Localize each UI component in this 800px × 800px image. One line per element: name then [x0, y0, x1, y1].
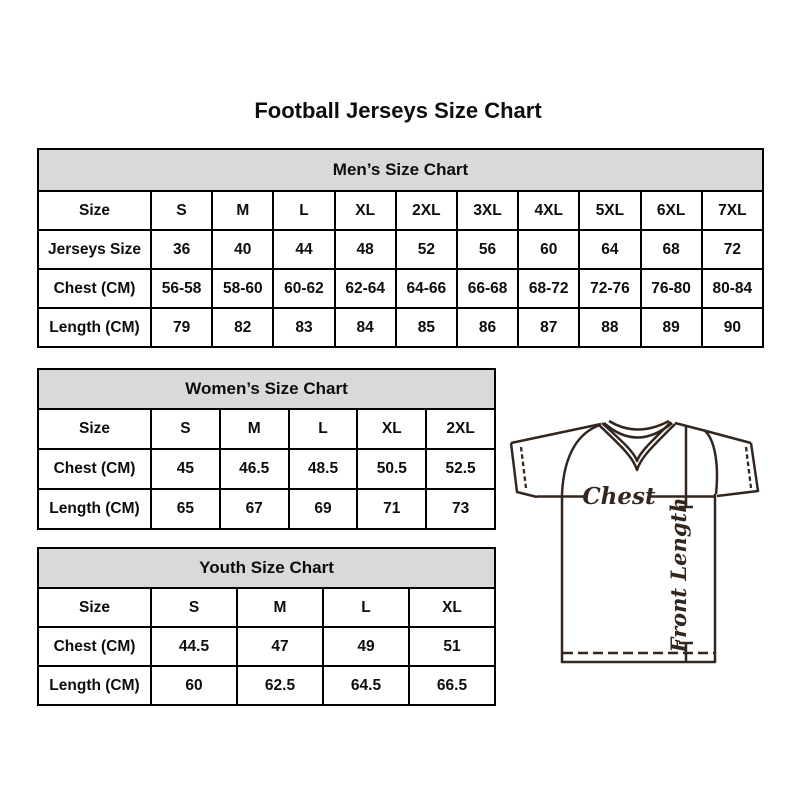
- cell: 52.5: [426, 449, 495, 489]
- cell: 52: [396, 230, 457, 269]
- cell: S: [151, 191, 212, 230]
- cell: 62-64: [335, 269, 396, 308]
- cell: XL: [335, 191, 396, 230]
- cell: 7XL: [702, 191, 763, 230]
- cell: 87: [518, 308, 579, 347]
- row-label: Size: [38, 191, 151, 230]
- table-row: [38, 230, 763, 269]
- cell: 48: [335, 230, 396, 269]
- page-title: Football Jerseys Size Chart: [254, 98, 542, 123]
- table-row: [38, 666, 495, 705]
- cell: 67: [220, 489, 289, 529]
- cell: 60: [151, 666, 237, 705]
- cell: 51: [409, 627, 495, 666]
- youth-table-title: Youth Size Chart: [38, 548, 495, 588]
- table-row: [38, 449, 495, 489]
- cell: 40: [212, 230, 273, 269]
- cell: 73: [426, 489, 495, 529]
- cell: 3XL: [457, 191, 518, 230]
- cell: L: [289, 409, 358, 449]
- left-shoulder-line: [511, 424, 601, 443]
- cell: 84: [335, 308, 396, 347]
- cell: 68: [641, 230, 702, 269]
- collar-back-arc-2: [604, 423, 672, 438]
- mens-size-table: [37, 148, 764, 348]
- right-shoulder-line: [675, 423, 751, 443]
- cell: 47: [237, 627, 323, 666]
- cell: 45: [151, 449, 220, 489]
- cell: 90: [702, 308, 763, 347]
- table-row: [38, 588, 495, 627]
- cell: 64-66: [396, 269, 457, 308]
- cell: 36: [151, 230, 212, 269]
- row-label: Jerseys Size: [38, 230, 151, 269]
- mens-table-title: Men’s Size Chart: [38, 149, 763, 191]
- table-row: [38, 269, 763, 308]
- cell: 48.5: [289, 449, 358, 489]
- cell: 5XL: [579, 191, 640, 230]
- cell: XL: [409, 588, 495, 627]
- jersey-outline: [511, 421, 758, 662]
- cell: 46.5: [220, 449, 289, 489]
- cell: 68-72: [518, 269, 579, 308]
- row-label: Length (CM): [38, 489, 151, 529]
- right-armhole-curve: [704, 430, 717, 494]
- cell: 86: [457, 308, 518, 347]
- cell: L: [273, 191, 334, 230]
- table-row: [38, 627, 495, 666]
- cell: 66.5: [409, 666, 495, 705]
- cell: 72-76: [579, 269, 640, 308]
- measurement-lines: [537, 426, 716, 663]
- cell: 49: [323, 627, 409, 666]
- cell: 50.5: [357, 449, 426, 489]
- cell: 2XL: [426, 409, 495, 449]
- table-row: [38, 489, 495, 529]
- right-sleeve-seam-dashed: [746, 447, 751, 488]
- cell: S: [151, 409, 220, 449]
- cell: 89: [641, 308, 702, 347]
- row-label: Size: [38, 588, 151, 627]
- cell: 79: [151, 308, 212, 347]
- collar-v-outer: [599, 424, 675, 470]
- cell: 85: [396, 308, 457, 347]
- table-row: [38, 308, 763, 347]
- chest-label: Chest: [582, 483, 656, 510]
- cell: 6XL: [641, 191, 702, 230]
- cell: 66-68: [457, 269, 518, 308]
- table-row: [38, 409, 495, 449]
- row-label: Chest (CM): [38, 627, 151, 666]
- cell: 64: [579, 230, 640, 269]
- cell: 65: [151, 489, 220, 529]
- left-armhole-curve: [562, 425, 600, 494]
- cell: 64.5: [323, 666, 409, 705]
- cell: 60: [518, 230, 579, 269]
- collar-v-inner: [602, 422, 671, 461]
- right-sleeve-edge: [717, 443, 758, 496]
- cell: 60-62: [273, 269, 334, 308]
- womens-table-title: Women’s Size Chart: [38, 369, 495, 409]
- cell: 88: [579, 308, 640, 347]
- cell: M: [237, 588, 323, 627]
- cell: 44: [273, 230, 334, 269]
- cell: M: [220, 409, 289, 449]
- cell: 69: [289, 489, 358, 529]
- body-outline: [562, 494, 715, 662]
- cell: 76-80: [641, 269, 702, 308]
- cell: 58-60: [212, 269, 273, 308]
- cell: M: [212, 191, 273, 230]
- cell: 82: [212, 308, 273, 347]
- row-label: Size: [38, 409, 151, 449]
- youth-size-table: [37, 547, 496, 706]
- left-sleeve-seam-dashed: [521, 447, 526, 488]
- cell: 71: [357, 489, 426, 529]
- row-label: Length (CM): [38, 308, 151, 347]
- table-row: [38, 191, 763, 230]
- cell: 4XL: [518, 191, 579, 230]
- row-label: Chest (CM): [38, 449, 151, 489]
- cell: 56-58: [151, 269, 212, 308]
- womens-size-table: [37, 368, 496, 530]
- cell: 2XL: [396, 191, 457, 230]
- cell: 62.5: [237, 666, 323, 705]
- cell: L: [323, 588, 409, 627]
- cell: 72: [702, 230, 763, 269]
- cell: 44.5: [151, 627, 237, 666]
- cell: S: [151, 588, 237, 627]
- left-sleeve-edge: [511, 443, 537, 497]
- row-label: Length (CM): [38, 666, 151, 705]
- cell: 80-84: [702, 269, 763, 308]
- row-label: Chest (CM): [38, 269, 151, 308]
- front-length-label: Front Length: [666, 497, 691, 653]
- cell: 56: [457, 230, 518, 269]
- cell: 83: [273, 308, 334, 347]
- collar-back-arc-1: [609, 421, 669, 430]
- cell: XL: [357, 409, 426, 449]
